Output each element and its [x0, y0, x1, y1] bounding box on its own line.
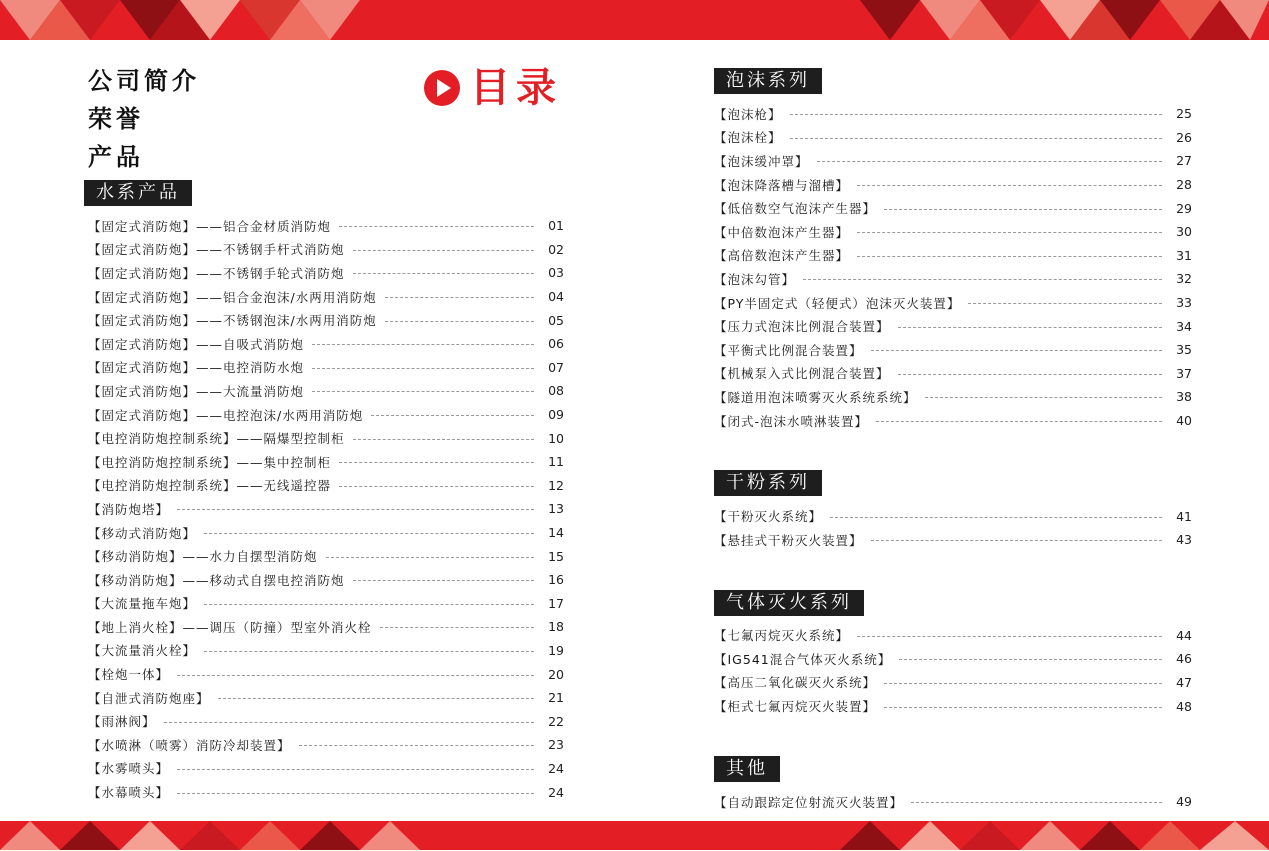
section-label: 干粉系列 [714, 470, 822, 496]
toc-entry-title: 【高压二氧化碳灭火系统】 [714, 675, 877, 691]
toc-entry-page: 46 [1176, 651, 1192, 667]
toc-entry-page: 16 [548, 572, 564, 588]
toc-entry-page: 49 [1176, 794, 1192, 810]
toc-entry-page: 08 [548, 383, 564, 399]
toc-entry [714, 409, 1192, 433]
dotted-leader [339, 462, 534, 463]
toc-entry-page: 27 [1176, 153, 1192, 169]
toc-entry-title: 【低倍数空气泡沫产生器】 [714, 201, 877, 217]
toc-entry-title: 【七氟丙烷灭火系统】 [714, 628, 850, 644]
dotted-leader [898, 327, 1162, 328]
dotted-leader [164, 722, 534, 723]
toc-entry-title: 【固定式消防炮】——自吸式消防炮 [88, 336, 305, 352]
toc-entry-title: 【隧道用泡沫喷雾灭火系统系统】 [714, 389, 917, 405]
toc-entry [88, 757, 564, 781]
dotted-leader [380, 627, 534, 628]
toc-entry-page: 24 [548, 760, 564, 776]
toc-entry-page: 48 [1176, 698, 1192, 714]
toc-entry-page: 30 [1176, 224, 1192, 240]
dotted-leader [177, 793, 534, 794]
toc-entry-title: 【固定式消防炮】——不锈钢泡沫/水两用消防炮 [88, 313, 377, 329]
toc-entry [88, 521, 564, 545]
dotted-leader [857, 636, 1162, 637]
toc-entry [714, 528, 1192, 552]
toc-entry [88, 568, 564, 592]
toc-entry-title: 【固定式消防炮】——不锈钢手杆式消防炮 [88, 242, 345, 258]
toc-entry [714, 790, 1192, 814]
dotted-leader [876, 421, 1162, 422]
toc-entry-title: 【闭式-泡沫水喷淋装置】 [714, 413, 869, 429]
toc-entry-page: 41 [1176, 508, 1192, 524]
toc-entry-page: 01 [548, 218, 564, 234]
left-column [88, 62, 564, 804]
section-label: 气体灭火系列 [714, 590, 864, 616]
toc-entry-title: 【泡沫枪】 [714, 106, 782, 122]
toc-entry-page: 10 [548, 430, 564, 446]
toc-entry [714, 694, 1192, 718]
toc-entry-page: 09 [548, 407, 564, 423]
toc-entry [88, 261, 564, 285]
dotted-leader [857, 185, 1162, 186]
toc-entry-title: 【泡沫缓冲罩】 [714, 153, 809, 169]
toc-entry [714, 102, 1192, 126]
toc-entry-title: 【大流量消火栓】 [88, 643, 197, 659]
toc-entry-page: 32 [1176, 271, 1192, 287]
toc-entry [88, 615, 564, 639]
toc-entry-title: 【固定式消防炮】——电控泡沫/水两用消防炮 [88, 407, 364, 423]
toc-entry-title: 【柜式七氟丙烷灭火装置】 [714, 699, 877, 715]
toc-entry-page: 22 [548, 713, 564, 729]
dotted-leader [884, 209, 1162, 210]
dotted-leader [911, 802, 1162, 803]
toc-entry-page: 05 [548, 312, 564, 328]
dotted-leader [898, 374, 1162, 375]
toc-entry [88, 474, 564, 498]
dotted-leader [385, 297, 534, 298]
dotted-leader [817, 161, 1162, 162]
toc-entry [714, 267, 1192, 291]
toc-entry-title: 【PY半固定式（轻便式）泡沫灭火装置】 [714, 295, 961, 311]
dotted-leader [353, 273, 534, 274]
toc-entry [88, 662, 564, 686]
toc-entry [88, 780, 564, 804]
toc-entry-title: 【泡沫栓】 [714, 130, 782, 146]
dotted-leader [299, 745, 534, 746]
toc-entry-page: 21 [548, 690, 564, 706]
toc-entry-title: 【自泄式消防炮座】 [88, 690, 210, 706]
toc-entry-title: 【固定式消防炮】——电控消防水炮 [88, 360, 305, 376]
dotted-leader [218, 698, 534, 699]
toc-entry [714, 671, 1192, 695]
toc-entry [714, 220, 1192, 244]
toc-entry-title: 【电控消防炮控制系统】——集中控制柜 [88, 454, 332, 470]
dotted-leader [177, 769, 534, 770]
toc-entry-title: 【机械泵入式比例混合装置】 [714, 366, 890, 382]
dotted-leader [312, 368, 534, 369]
toc-entry-page: 18 [548, 619, 564, 635]
toc-entry [88, 332, 564, 356]
toc-entry-title: 【泡沫降落槽与溜槽】 [714, 177, 850, 193]
nav-company-intro: 公司简介 [88, 67, 200, 95]
toc-entry-page: 15 [548, 548, 564, 564]
dotted-leader [353, 250, 534, 251]
toc-entry-title: 【雨淋阀】 [88, 714, 156, 730]
toc-entry-page: 19 [548, 642, 564, 658]
dotted-leader [385, 321, 534, 322]
toc-entry-page: 35 [1176, 342, 1192, 358]
dotted-leader [830, 517, 1162, 518]
toc-entry [88, 356, 564, 380]
dotted-leader [312, 344, 534, 345]
toc-entry-title: 【水雾喷头】 [88, 761, 170, 777]
toc-entry [88, 639, 564, 663]
toc-entry-title: 【大流量拖车炮】 [88, 596, 197, 612]
toc-entry-page: 11 [548, 454, 564, 470]
dotted-leader [884, 707, 1162, 708]
toc-entry-title: 【高倍数泡沫产生器】 [714, 248, 850, 264]
top-decorative-band [0, 0, 1269, 40]
dotted-leader [204, 604, 534, 605]
section-label-water: 水系产品 [84, 180, 192, 206]
toc-entry-page: 12 [548, 477, 564, 493]
toc-entry-title: 【电控消防炮控制系统】——无线遥控器 [88, 478, 332, 494]
dotted-leader [857, 232, 1162, 233]
toc-entry-page: 37 [1176, 365, 1192, 381]
toc-entry [88, 592, 564, 616]
toc-group [714, 470, 1192, 551]
toc-entry-page: 28 [1176, 177, 1192, 193]
dotted-leader [871, 540, 1162, 541]
toc-entry-page: 40 [1176, 413, 1192, 429]
toc-entry [88, 238, 564, 262]
toc-entry [714, 338, 1192, 362]
toc-entry-page: 47 [1176, 674, 1192, 690]
toc-entry [88, 379, 564, 403]
toc-entry-title: 【压力式泡沫比例混合装置】 [714, 319, 890, 335]
toc-entry-title: 【自动跟踪定位射流灭火装置】 [714, 794, 904, 810]
dotted-leader [899, 659, 1162, 660]
toc-entry-title: 【固定式消防炮】——不锈钢手轮式消防炮 [88, 265, 345, 281]
toc-entry-title: 【水喷淋（喷雾）消防冷却装置】 [88, 737, 291, 753]
toc-entry-title: 【移动消防炮】——移动式自摆电控消防炮 [88, 572, 345, 588]
toc-entry-page: 29 [1176, 200, 1192, 216]
toc-entry-title: 【平衡式比例混合装置】 [714, 342, 863, 358]
dotted-leader [353, 580, 534, 581]
dotted-leader [790, 114, 1162, 115]
toc-entry [714, 385, 1192, 409]
dotted-leader [968, 303, 1162, 304]
toc-entry [88, 285, 564, 309]
toc-entry-title: 【干粉灭火系统】 [714, 509, 823, 525]
toc-entry-title: 【移动消防炮】——水力自摆型消防炮 [88, 549, 318, 565]
toc-entry [88, 686, 564, 710]
toc-entry [714, 291, 1192, 315]
toc-entry-page: 31 [1176, 247, 1192, 263]
dotted-leader [204, 651, 534, 652]
dotted-leader [177, 509, 534, 510]
toc-entry-page: 17 [548, 595, 564, 611]
toc-entry-page: 33 [1176, 295, 1192, 311]
toc-entry [88, 450, 564, 474]
top-band-graphic [0, 0, 1269, 40]
toc-entry [88, 709, 564, 733]
toc-entry [714, 314, 1192, 338]
toc-entry-page: 13 [548, 501, 564, 517]
toc-entry [88, 733, 564, 757]
toc-group [714, 68, 1192, 432]
toc-group [714, 590, 1192, 718]
toc-entry-title: 【电控消防炮控制系统】——隔爆型控制柜 [88, 431, 345, 447]
dotted-leader [803, 279, 1162, 280]
toc-entry [88, 544, 564, 568]
dotted-leader [326, 557, 534, 558]
dotted-leader [371, 415, 534, 416]
section-label: 泡沫系列 [714, 68, 822, 94]
toc-title-block [424, 64, 562, 112]
dotted-leader [871, 350, 1162, 351]
toc-entry [88, 308, 564, 332]
dotted-leader [177, 675, 534, 676]
toc-entry-page: 44 [1176, 627, 1192, 643]
dotted-leader [857, 256, 1162, 257]
toc-entry-title: 【固定式消防炮】——铝合金材质消防炮 [88, 218, 332, 234]
toc-entry-page: 06 [548, 336, 564, 352]
toc-entry-title: 【地上消火栓】——调压（防撞）型室外消火栓 [88, 619, 372, 635]
toc-entry-title: 【悬挂式干粉灭火装置】 [714, 532, 863, 548]
toc-entry-page: 24 [548, 784, 564, 800]
toc-entry [88, 426, 564, 450]
toc-entry-page: 02 [548, 241, 564, 257]
nav-honors: 荣誉 [88, 105, 144, 133]
toc-entry-title: 【固定式消防炮】——大流量消防炮 [88, 383, 305, 399]
toc-entry-title: 【移动式消防炮】 [88, 525, 197, 541]
dotted-leader [353, 439, 534, 440]
toc-entry-page: 14 [548, 525, 564, 541]
dotted-leader [790, 138, 1162, 139]
toc-entry-title: 【泡沫勾管】 [714, 271, 796, 287]
toc-entry-title: 【水幕喷头】 [88, 785, 170, 801]
toc-entry [714, 244, 1192, 268]
toc-entry [714, 126, 1192, 150]
toc-entry-page: 20 [548, 666, 564, 682]
toc-entry [714, 362, 1192, 386]
toc-entry-page: 25 [1176, 106, 1192, 122]
toc-entry-page: 03 [548, 265, 564, 281]
dotted-leader [884, 683, 1162, 684]
nav-products: 产品 [88, 143, 144, 171]
toc-group [714, 756, 1192, 814]
toc-entry-title: 【栓炮一体】 [88, 667, 170, 683]
toc-entry-title: 【消防炮塔】 [88, 501, 170, 517]
play-icon [424, 70, 460, 106]
section-label: 其他 [714, 756, 780, 782]
water-products-list [88, 214, 564, 804]
toc-entry-page: 07 [548, 359, 564, 375]
toc-entry [714, 504, 1192, 528]
dotted-leader [312, 391, 534, 392]
dotted-leader [204, 533, 534, 534]
toc-entry-page: 38 [1176, 389, 1192, 405]
toc-title: 目录 [470, 65, 562, 111]
dotted-leader [339, 226, 534, 227]
toc-entry [88, 497, 564, 521]
right-column [714, 68, 1192, 851]
toc-entry [714, 624, 1192, 648]
dotted-leader [925, 397, 1162, 398]
toc-entry-title: 【中倍数泡沫产生器】 [714, 224, 850, 240]
toc-entry-page: 04 [548, 289, 564, 305]
toc-entry-title: 【IG541混合气体灭火系统】 [714, 651, 892, 667]
toc-entry-page: 34 [1176, 318, 1192, 334]
toc-entry [714, 173, 1192, 197]
toc-entry [714, 149, 1192, 173]
toc-entry-page: 43 [1176, 532, 1192, 548]
toc-entry [88, 403, 564, 427]
toc-entry-page: 23 [548, 737, 564, 753]
toc-entry-title: 【固定式消防炮】——铝合金泡沫/水两用消防炮 [88, 289, 377, 305]
toc-entry [88, 214, 564, 238]
toc-entry [714, 647, 1192, 671]
toc-entry-page: 26 [1176, 129, 1192, 145]
toc-entry [714, 196, 1192, 220]
dotted-leader [339, 486, 534, 487]
